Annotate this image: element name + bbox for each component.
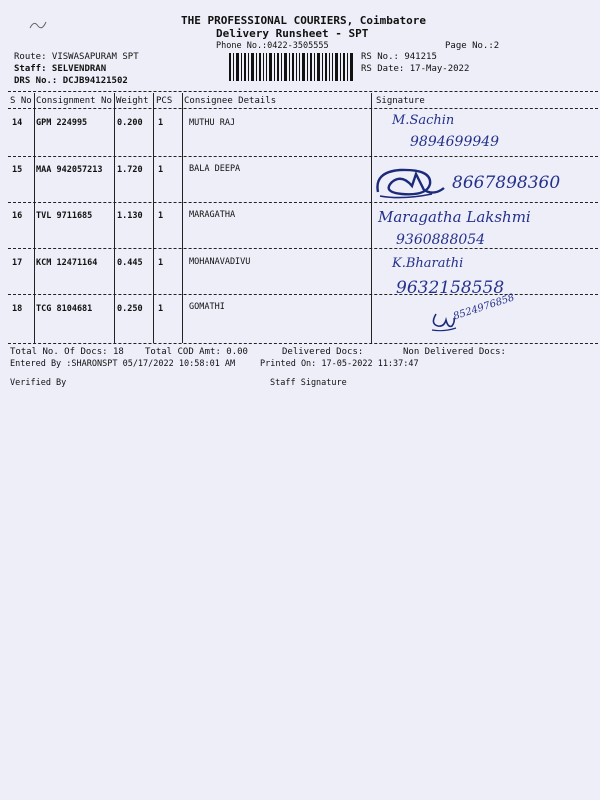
row-sno: 18 — [12, 304, 23, 314]
column-divider — [114, 93, 115, 343]
row-consignee: MUTHU RAJ — [189, 118, 236, 128]
row-sno: 15 — [12, 165, 23, 175]
row-consignee: BALA DEEPA — [189, 164, 241, 174]
row-consignee: MARAGATHA — [189, 210, 236, 220]
header-consignee: Consignee Details — [184, 96, 277, 106]
staff-signature: Staff Signature — [270, 378, 347, 388]
row-pcs: 1 — [158, 118, 164, 128]
page-number: Page No.:2 — [445, 41, 500, 51]
row-pcs: 1 — [158, 165, 164, 175]
row-divider — [8, 202, 598, 203]
row-pcs: 1 — [158, 211, 164, 221]
column-divider — [371, 93, 372, 343]
document-subtitle: Delivery Runsheet - SPT — [216, 27, 369, 40]
row-consignment: TVL 9711685 — [36, 211, 93, 221]
verified-by: Verified By — [10, 378, 67, 388]
signature-name: K.Bharathi — [392, 256, 464, 271]
header-consignment: Consignment No — [36, 96, 112, 106]
signature-name: Maragatha Lakshmi — [378, 208, 531, 226]
drs-number: DRS No.: DCJB94121502 — [14, 76, 128, 86]
row-consignment: GPM 224995 — [36, 118, 88, 128]
header-weight: Weight — [116, 96, 149, 106]
row-consignee: GOMATHI — [189, 302, 225, 312]
table-bottom-rule — [8, 343, 598, 344]
row-sno: 14 — [12, 118, 23, 128]
row-sno: 16 — [12, 211, 23, 221]
row-pcs: 1 — [158, 304, 164, 314]
row-consignment: MAA 942057213 — [36, 165, 103, 175]
non-delivered-docs: Non Delivered Docs: — [403, 347, 506, 357]
row-divider — [8, 156, 598, 157]
table-top-rule — [8, 91, 598, 92]
barcode-image — [229, 53, 355, 81]
row-consignment: KCM 12471164 — [36, 258, 98, 268]
signature-phone: 9894699949 — [410, 134, 500, 150]
printed-on: Printed On: 17-05-2022 11:37:47 — [260, 359, 419, 369]
row-weight: 0.200 — [117, 118, 143, 128]
rs-date: RS Date: 17-May-2022 — [361, 64, 470, 74]
signature-name: M.Sachin — [392, 113, 455, 128]
table-header-rule — [8, 108, 598, 109]
column-divider — [34, 93, 35, 343]
rs-number: RS No.: 941215 — [361, 52, 437, 62]
row-pcs: 1 — [158, 258, 164, 268]
signature-phone: 8524976858 — [452, 292, 516, 323]
row-consignment: TCG 8104681 — [36, 304, 93, 314]
header-pcs: PCS — [156, 96, 173, 106]
total-cod: Total COD Amt: 0.00 — [145, 347, 248, 357]
column-divider — [153, 93, 154, 343]
scribble-mark — [28, 16, 50, 34]
document-title: THE PROFESSIONAL COURIERS, Coimbatore — [181, 14, 427, 27]
signature-scribble — [372, 160, 447, 202]
header-sno: S No — [10, 96, 32, 106]
row-weight: 1.720 — [117, 165, 143, 175]
total-docs: Total No. Of Docs: 18 — [10, 347, 124, 357]
phone-number: Phone No.:0422-3505555 — [216, 41, 329, 51]
row-sno: 17 — [12, 258, 23, 268]
row-consignee: MOHANAVADIVU — [189, 257, 251, 267]
row-weight: 0.445 — [117, 258, 143, 268]
row-divider — [8, 248, 598, 249]
signature-phone: 8667898360 — [452, 173, 561, 193]
entered-by: Entered By :SHARONSPT 05/17/2022 10:58:01 AM — [10, 359, 236, 369]
staff-label: Staff: SELVENDRAN — [14, 64, 107, 74]
row-weight: 1.130 — [117, 211, 143, 221]
header-signature: Signature — [376, 96, 425, 106]
signature-phone: 9360888054 — [396, 232, 486, 248]
signature-phone: 9632158558 — [396, 278, 505, 298]
route-label: Route: VISWASAPURAM SPT — [14, 52, 139, 62]
delivered-docs: Delivered Docs: — [282, 347, 364, 357]
row-weight: 0.250 — [117, 304, 143, 314]
column-divider — [182, 93, 183, 343]
